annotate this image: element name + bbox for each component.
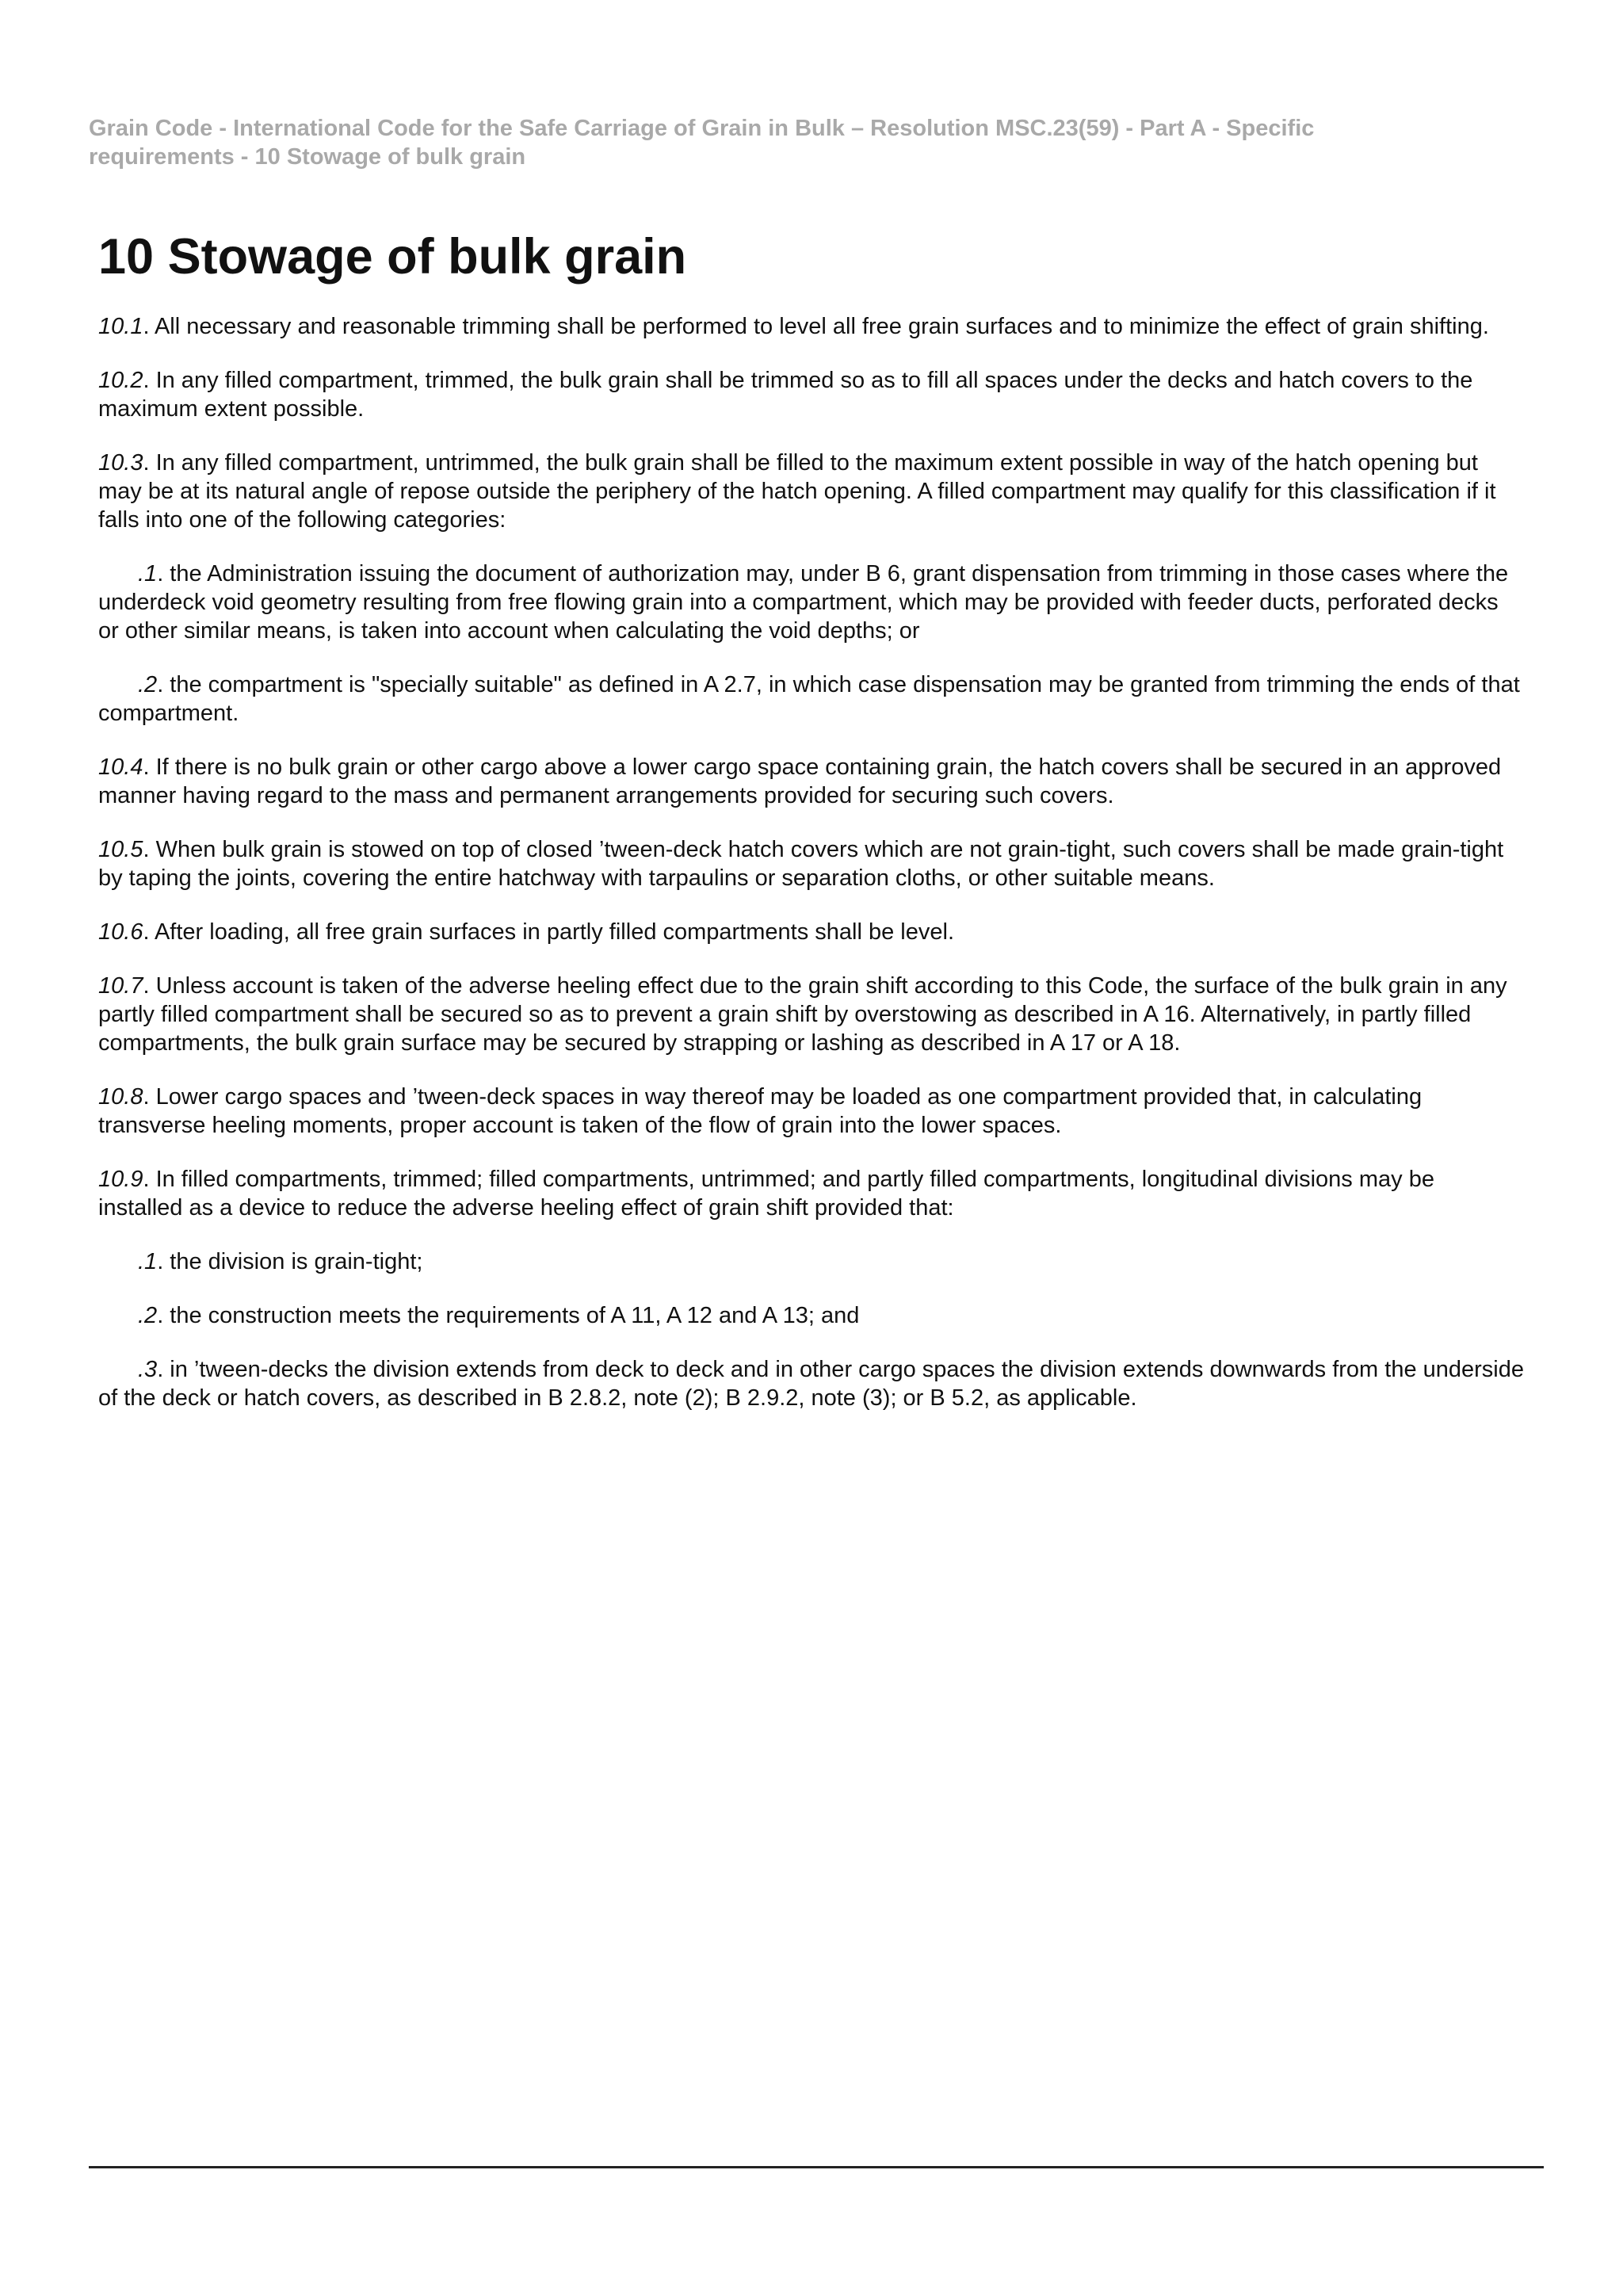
footer-divider: [89, 2166, 1544, 2168]
paragraph-10-6: [98, 918, 1525, 946]
paragraph-10-8: [98, 1083, 1525, 1140]
paragraph-10-9: [98, 1165, 1525, 1222]
subparagraph-text: . in ’tween-decks the division extends from deck to deck and in other cargo spaces the division extends downwards from the underside of the deck or hatch covers, as described in B 2.8.2, note (2); B 2.9.2, note (3); or B 5.2, as applicable.: [98, 1357, 1525, 1411]
paragraph-text: . In any filled compartment, trimmed, the bulk grain shall be trimmed so as to fill all spaces under the decks and hatch covers to the maximum extent possible.: [98, 368, 1473, 422]
subparagraph-10-9-3: [98, 1355, 1525, 1412]
running-header: Grain Code - International Code for the Safe Carriage of Grain in Bulk – Resolution MSC.23(59) - Part A - Specific requirements - 10 Stowage of bulk grain: [89, 116, 1315, 170]
paragraph-text: . Unless account is taken of the adverse heeling effect due to the grain shift according to this Code, the surface of the bulk grain in any partly filled compartment shall be secured so as to prevent a grain shift by overstowing as described in A 16. Alternatively, in partly filled compartments, the bulk grain surface may be secured by strapping or lashing as described in A 17 or A 18.: [98, 973, 1507, 1056]
paragraph-10-4: [98, 753, 1525, 810]
paragraph-number: 10.3: [98, 450, 143, 476]
paragraph-number: 10.5: [98, 837, 143, 862]
paragraph-number: 10.4: [98, 755, 143, 780]
paragraph-10-3: [98, 449, 1525, 534]
paragraph-text: . Lower cargo spaces and ’tween-deck spaces in way thereof may be loaded as one compartment provided that, in calculating transverse heeling moments, proper account is taken of the flow of grain into the lower spaces.: [98, 1084, 1423, 1138]
page-title: 10 Stowage of bulk grain: [98, 229, 687, 285]
paragraph-text: . If there is no bulk grain or other cargo above a lower cargo space containing grain, the hatch covers shall be secured in an approved manner having regard to the mass and permanent arrangements provided for securing such covers.: [98, 755, 1502, 808]
subparagraph-text: . the compartment is "specially suitable" as defined in A 2.7, in which case dispensation may be granted from trimming the ends of that compartment.: [98, 672, 1520, 726]
paragraph-number: 10.9: [98, 1167, 143, 1192]
paragraph-10-1: [98, 312, 1525, 341]
paragraph-text: . All necessary and reasonable trimming shall be performed to level all free grain surfaces and to minimize the effect of grain shifting.: [143, 314, 1489, 339]
paragraph-number: 10.7: [98, 973, 143, 999]
subparagraph-number: .2: [138, 672, 158, 697]
subparagraph-text: . the construction meets the requirements of A 11, A 12 and A 13; and: [157, 1303, 860, 1328]
subparagraph-10-9-2: [98, 1301, 1525, 1330]
paragraph-text: . After loading, all free grain surfaces in partly filled compartments shall be level.: [143, 919, 955, 945]
subparagraph-text: . the Administration issuing the document of authorization may, under B 6, grant dispensation from trimming in those cases where the underdeck void geometry resulting from free flowing grain into a compartment, which may be provided with feeder ducts, perforated decks or other similar means, is taken into account when calculating the void depths; or: [98, 561, 1509, 644]
paragraph-text: . When bulk grain is stowed on top of closed ’tween-deck hatch covers which are not grain-tight, such covers shall be made grain-tight by taping the joints, covering the entire hatchway with tarpaulins or separation cloths, or other suitable means.: [98, 837, 1504, 891]
subparagraph-10-3-2: [98, 670, 1525, 728]
paragraph-10-5: [98, 835, 1525, 892]
paragraph-text: . In any filled compartment, untrimmed, the bulk grain shall be filled to the maximum extent possible in way of the hatch opening but may be at its natural angle of repose outside the periphery of the hatch opening. A filled compartment may qualify for this classification if it falls into one of the following categories:: [98, 450, 1496, 533]
subparagraph-10-3-1: [98, 560, 1525, 645]
paragraph-10-7: [98, 972, 1525, 1057]
paragraph-10-2: [98, 366, 1525, 423]
paragraph-number: 10.2: [98, 368, 143, 393]
subparagraph-10-9-1: [98, 1247, 1525, 1276]
subparagraph-text: . the division is grain-tight;: [157, 1249, 423, 1274]
subparagraph-number: .3: [138, 1357, 158, 1382]
paragraph-text: . In filled compartments, trimmed; filled compartments, untrimmed; and partly filled compartments, longitudinal divisions may be installed as a device to reduce the adverse heeling effect of grain shift provided that:: [98, 1167, 1434, 1221]
subparagraph-number: .1: [138, 1249, 158, 1274]
paragraph-number: 10.1: [98, 314, 143, 339]
subparagraph-number: .1: [138, 561, 158, 586]
paragraph-number: 10.8: [98, 1084, 143, 1110]
document-body: [98, 227, 1525, 1438]
subparagraph-number: .2: [138, 1303, 158, 1328]
paragraph-number: 10.6: [98, 919, 143, 945]
